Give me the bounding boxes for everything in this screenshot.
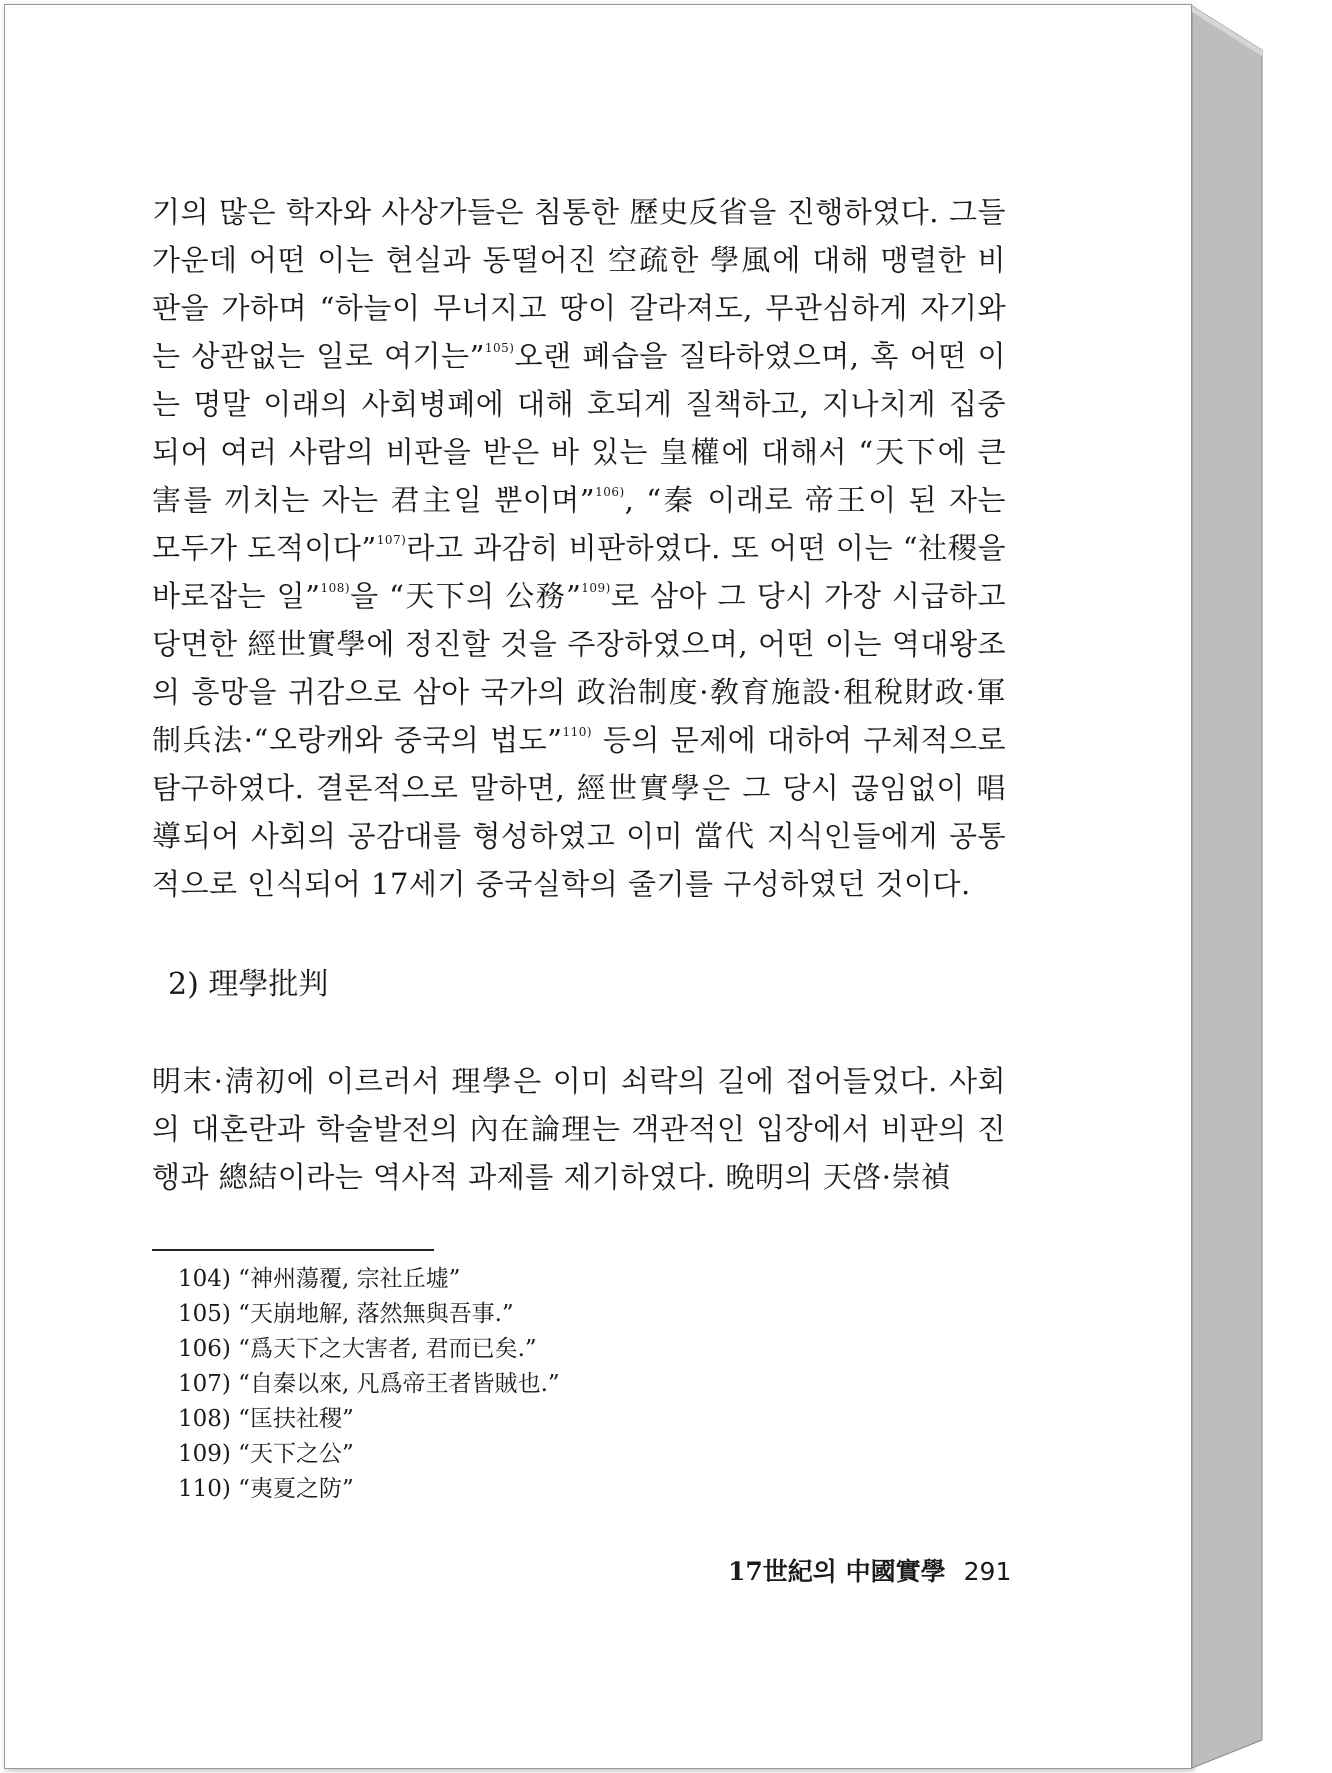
footnote-ref-108: 108) [320,581,351,595]
footnote-110: 110) “夷夏之防” [178,1476,354,1502]
footnote-ref-105: 105) [484,341,515,355]
footnote-109: 109) “天下之公” [178,1441,354,1467]
footnote-108: 108) “匡扶社稷” [178,1406,354,1432]
section-heading: 2) 理學批判 [168,967,329,1002]
paragraph-1-text-f: 로 삼아 그 당시 가장 시급하고 당면한 經世實學에 정진할 것을 주장하였으며, 어떤 이는 역대왕조의 흥망을 귀감으로 삼아 국가의 政治制度·敎育施設·租稅財政·軍制兵法·“오랑캐와 중국의 법도” [152,579,1006,757]
paragraph-1-text-e: 을 “天下의 公務” [350,579,582,613]
paragraph-1-text-a: 기의 많은 학자와 사상가들은 침통한 歷史反省을 진행하였다. 그들 가운데 어떤 이는 현실과 동떨어진 空疏한 學風에 대해 맹렬한 비판을 가하며 “하늘이 무너지고 땅이 갈라져도, 무관심하게 자기와는 상관없는 일로 여기는” [152,195,1006,373]
paragraph-1 [152,188,1006,908]
footnote-104: 104) “神州蕩覆, 宗社丘墟” [178,1266,461,1292]
paragraph-1-text-c: , “秦 이래로 帝王이 된 자는 모두가 도적이다” [152,483,1006,565]
footnotes [178,1262,560,1507]
footnote-107: 107) “自秦以來, 凡爲帝王者皆賊也.” [178,1371,560,1397]
footnote-rule [152,1249,434,1251]
footnote-105: 105) “天崩地解, 落然無與吾事.” [178,1301,514,1327]
paragraph-1-text-d: 라고 과감히 비판하였다. 또 어떤 이는 “社稷을 바로잡는 일” [152,531,1006,613]
paragraph-1-text-b: 오랜 폐습을 질타하였으며, 혹 어떤 이는 명말 이래의 사회병폐에 대해 호되게 질책하고, 지나치게 집중되어 여러 사람의 비판을 받은 바 있는 皇權에 대해서 “天下에 큰 害를 끼치는 자는 君主일 뿐이며” [152,339,1006,517]
running-title: 17世紀의 中國實學 [728,1557,946,1586]
footnote-106: 106) “爲天下之大害者, 君而已矣.” [178,1336,537,1362]
paragraph-2: 明末·淸初에 이르러서 理學은 이미 쇠락의 길에 접어들었다. 사회의 대혼란과 학술발전의 內在論理는 객관적인 입장에서 비판의 진행과 總結이라는 역사적 과제를 제기하였다. 晩明의 天啓·崇禎 [152,1064,1006,1194]
page-number: 291 [963,1557,1012,1586]
footnote-ref-106: 106) [595,485,625,499]
paragraph-1-text-g: 등의 문제에 대하여 구체적으로 탐구하였다. 결론적으로 말하면, 經世實學은 그 당시 끊임없이 唱導되어 사회의 공감대를 형성하였고 이미 當代 지식인들에게 공통적으로 인식되어 17세기 중국실학의 줄기를 구성하였던 것이다. [152,723,1006,901]
footnote-ref-107: 107) [376,533,407,547]
footnote-ref-110: 110) [562,725,593,739]
main-text [152,188,1006,908]
page-footer [728,1555,1011,1589]
footnote-ref-109: 109) [581,581,611,595]
